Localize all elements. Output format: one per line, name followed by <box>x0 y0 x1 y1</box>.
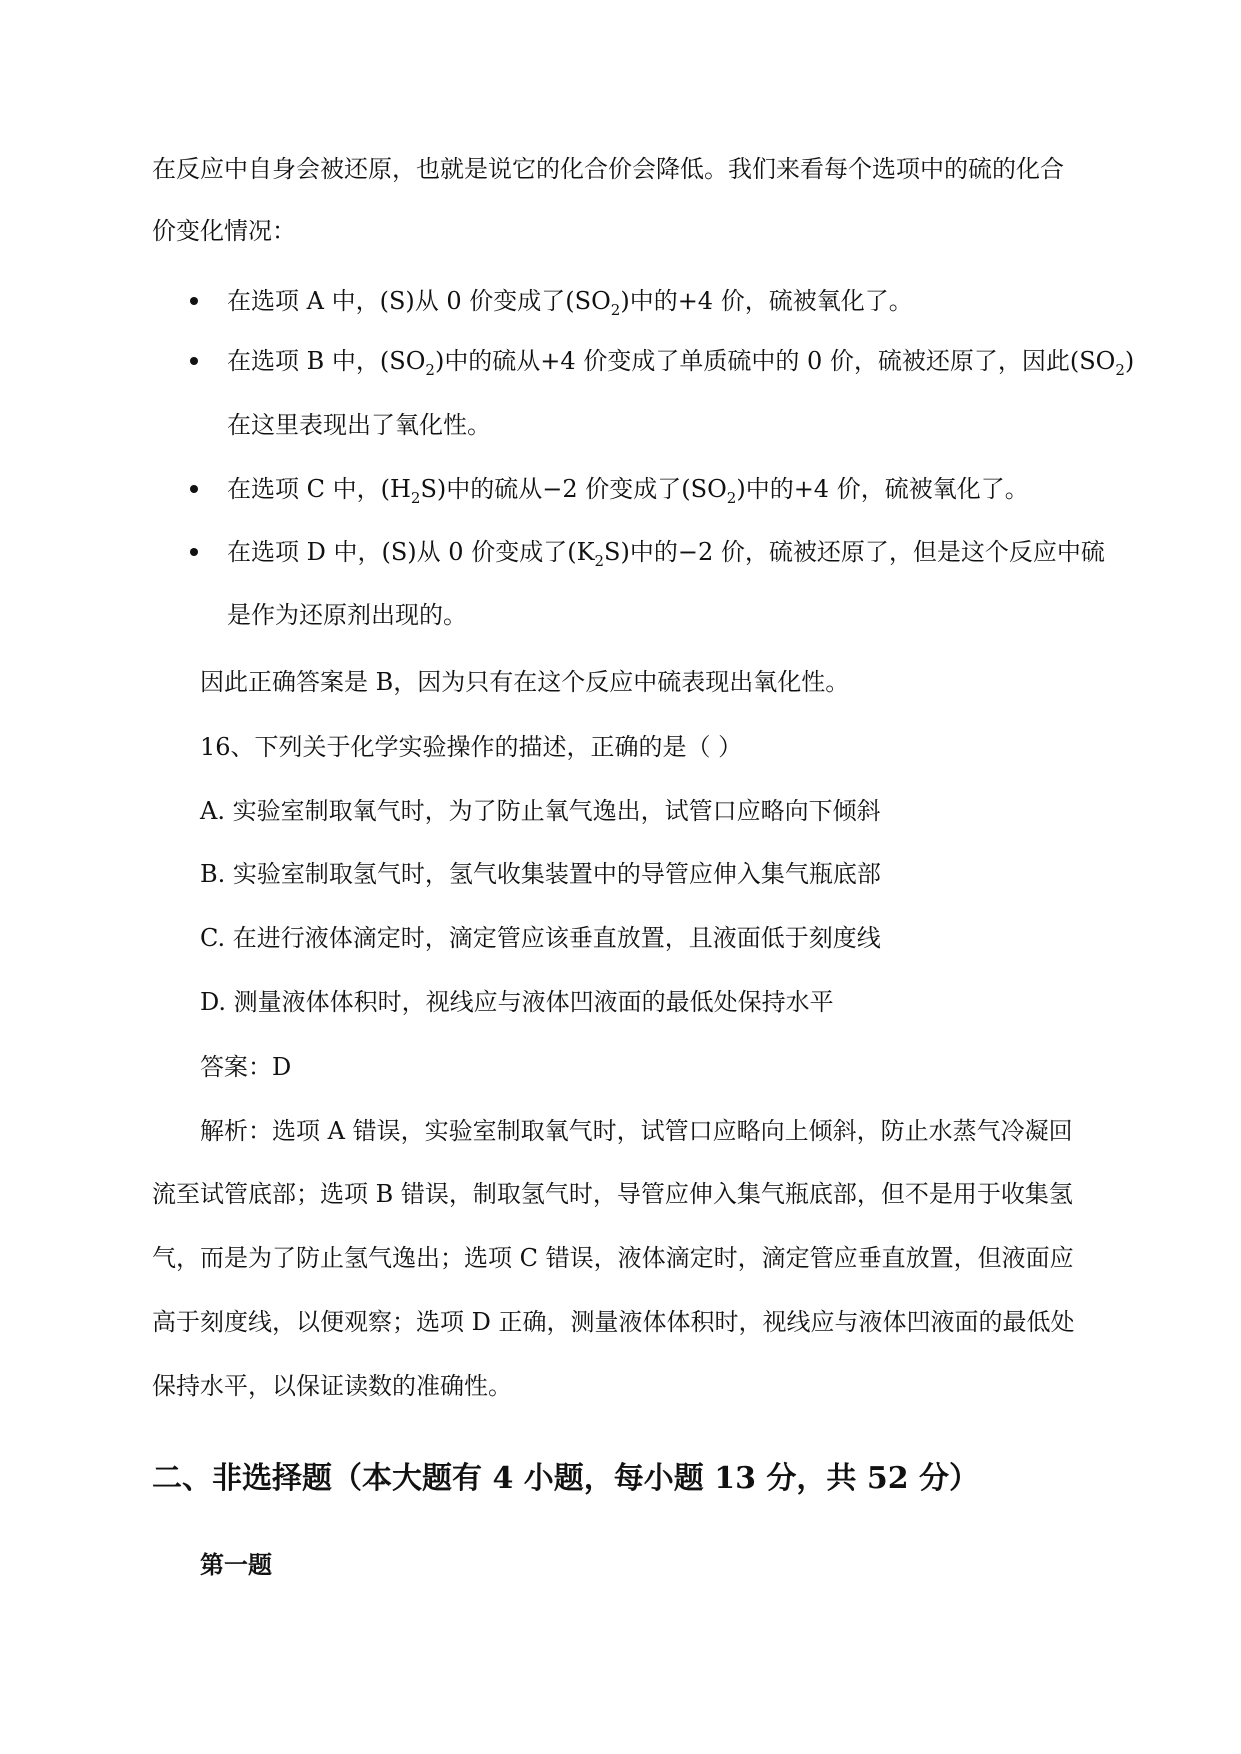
bullet-option-d: 在选项 D 中，(S)从 0 价变成了$(K_2S)$中的−2 价，硫被还原了，但是这个反应中硫 <box>227 538 1105 570</box>
bullet-option-a: 在选项 A 中，(S)从 0 价变成了$(SO_2)$中的+4 价，硫被氧化了。 <box>227 287 913 319</box>
question-stem: 16、下列关于化学实验操作的描述，正确的是（ ） <box>200 733 743 761</box>
bullet-dot-icon <box>190 548 198 556</box>
analysis-line-5: 保持水平，以保证读数的准确性。 <box>152 1372 512 1400</box>
bullet-dot-icon <box>190 357 198 365</box>
option-c: C. 在进行液体滴定时，滴定管应该垂直放置，且液面低于刻度线 <box>200 924 881 952</box>
intro-line-1: 在反应中自身会被还原，也就是说它的化合价会降低。我们来看每个选项中的硫的化合 <box>152 155 1064 183</box>
option-b: B. 实验室制取氢气时，氢气收集装置中的导管应伸入集气瓶底部 <box>200 860 881 888</box>
bullet-dot-icon <box>190 485 198 493</box>
analysis-line-2: 流至试管底部；选项 B 错误，制取氢气时，导管应伸入集气瓶底部，但不是用于收集氢 <box>152 1180 1073 1208</box>
analysis-line-1: 解析：选项 A 错误，实验室制取氧气时，试管口应略向上倾斜，防止水蒸气冷凝回 <box>200 1117 1073 1145</box>
bullet-option-b-cont: 在这里表现出了氧化性。 <box>227 411 491 439</box>
answer: 答案：D <box>200 1053 292 1081</box>
bullet-option-b: 在选项 B 中，$(SO_2)$中的硫从+4 价变成了单质硫中的 0 价，硫被还原了，因此$(SO_2)$ <box>227 347 1135 379</box>
analysis-line-4: 高于刻度线，以便观察；选项 D 正确，测量液体体积时，视线应与液体凹液面的最低处 <box>152 1308 1075 1336</box>
option-a: A. 实验室制取氧气时，为了防止氧气逸出，试管口应略向下倾斜 <box>200 797 881 825</box>
option-d: D. 测量液体体积时，视线应与液体凹液面的最低处保持水平 <box>200 988 834 1016</box>
section-subheading: 第一题 <box>200 1550 272 1579</box>
conclusion: 因此正确答案是 B，因为只有在这个反应中硫表现出氧化性。 <box>200 668 850 696</box>
intro-line-2: 价变化情况： <box>152 217 296 245</box>
analysis-line-3: 气，而是为了防止氢气逸出；选项 C 错误，液体滴定时，滴定管应垂直放置，但液面应 <box>152 1244 1074 1272</box>
bullet-option-c: 在选项 C 中，$(H_2S)$中的硫从−2 价变成了$(SO_2)$中的+4 价，硫被氧化了。 <box>227 475 1029 507</box>
section-heading: 二、非选择题（本大题有 4 小题，每小题 13 分，共 52 分） <box>152 1461 980 1496</box>
bullet-dot-icon <box>190 297 198 305</box>
bullet-option-d-cont: 是作为还原剂出现的。 <box>227 601 467 629</box>
